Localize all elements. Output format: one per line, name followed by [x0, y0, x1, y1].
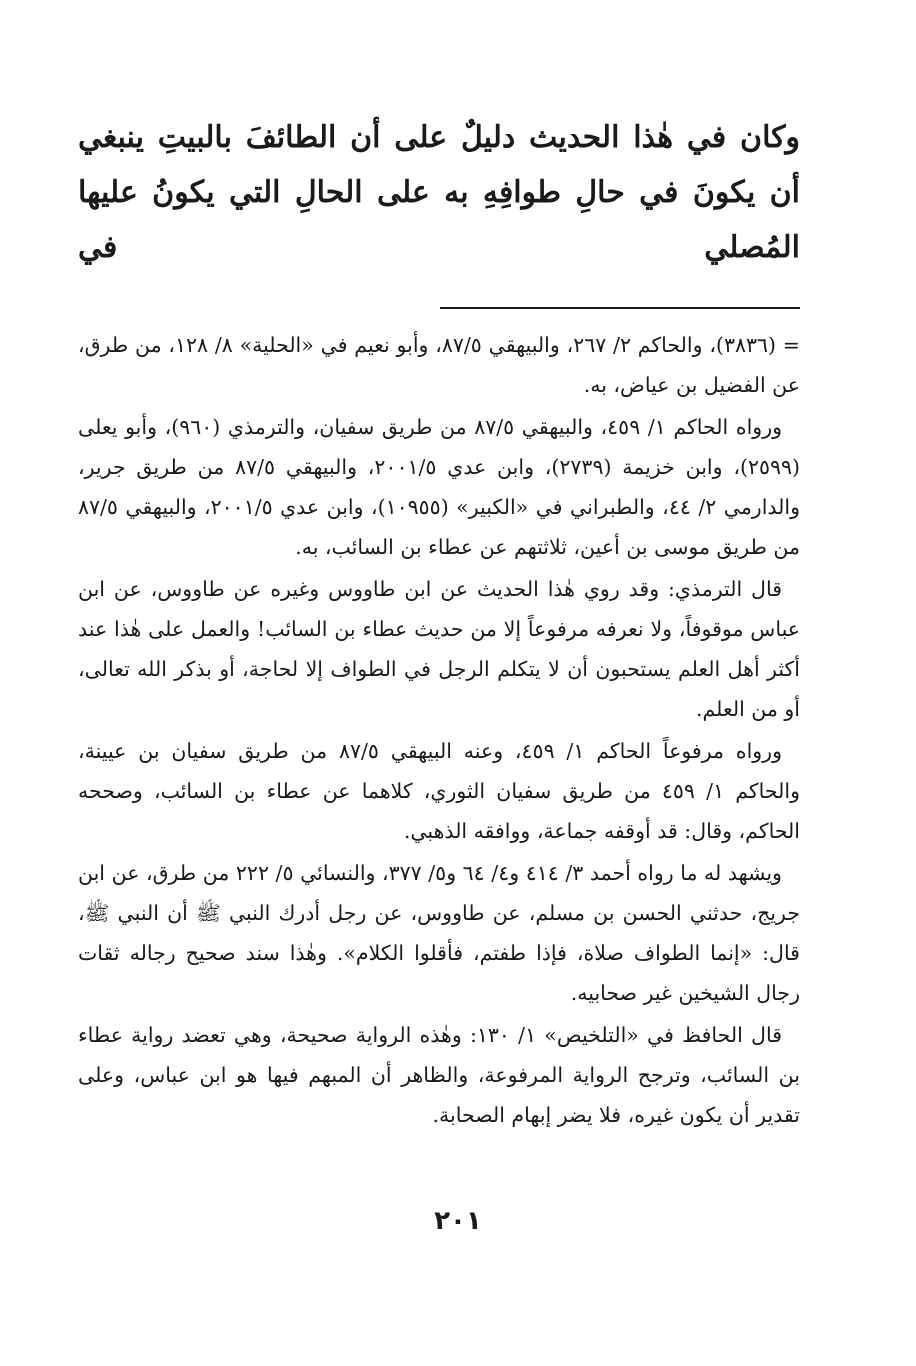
footnote-paragraph: ورواه الحاكم ١/ ٤٥٩، والبيهقي ٨٧/٥ من طريق سفيان، والترمذي (٩٦٠)، وأبو يعلى (٢٥٩٩)، وابن خزيمة (٢٧٣٩)، وابن عدي ٢٠٠١/٥، والبيهقي ٨٧/٥ من طريق جرير، والدارمي ٢/ ٤٤، والطبراني في «الكبير» (١٠٩٥٥)، وابن عدي ٢٠٠١/٥، والبيهقي ٨٧/٥ من طريق موسى بن أعين، ثلاثتهم عن عطاء بن السائب، به.: [78, 415, 800, 559]
page-body: [78, 110, 800, 1137]
page-number: ٢٠١: [434, 1206, 482, 1236]
main-text: وكان في هٰذا الحديث دليلٌ على أن الطائفَ بالبيتِ ينبغي أن يكونَ في حالِ طوافِهِ به على الحالِ التي يكونُ عليها المُصلي في: [78, 120, 800, 265]
footnote-paragraph: = (٣٨٣٦)، والحاكم ٢/ ٢٦٧، والبيهقي ٨٧/٥، وأبو نعيم في «الحلية» ٨/ ١٢٨، من طرق، عن الفضيل بن عياض، به.: [78, 333, 800, 397]
footnote-paragraph: قال الحافظ في «التلخيص» ١/ ١٣٠: وهٰذه الرواية صحيحة، وهي تعضد رواية عطاء بن السائب، وترجح الرواية المرفوعة، والظاهر أن المبهم فيها هو ابن عباس، وعلى تقدير أن يكون غيره، فلا يضر إبهام الصحابة.: [78, 1023, 800, 1127]
footnote-paragraph: ويشهد له ما رواه أحمد ٣/ ٤١٤ و٤/ ٦٤ و٥/ ٣٧٧، والنسائي ٥/ ٢٢٢ من طرق، عن ابن جريج، حدثني الحسن بن مسلم، عن طاووس، عن رجل أدرك النبي ﷺ أن النبي ﷺ، قال: «إنما الطواف صلاة، فإذا طفتم، فأقلوا الكلام». وهٰذا سند صحيح رجاله ثقات رجال الشيخين غير صحابيه.: [78, 861, 800, 1005]
footnote-divider: [440, 307, 800, 309]
footnote-paragraph: قال الترمذي: وقد روي هٰذا الحديث عن ابن طاووس وغيره عن طاووس، عن ابن عباس موقوفاً، ولا نعرفه مرفوعاً إلا من حديث عطاء بن السائب! والعمل على هٰذا عند أكثر أهل العلم يستحبون أن لا يتكلم الرجل في الطواف إلا لحاجة، أو بذكر الله تعالى، أو من العلم.: [78, 577, 800, 721]
footnotes: [78, 325, 800, 1135]
footnote-paragraph: ورواه مرفوعاً الحاكم ١/ ٤٥٩، وعنه البيهقي ٨٧/٥ من طريق سفيان بن عيينة، والحاكم ١/ ٤٥٩ من طريق سفيان الثوري، كلاهما عن عطاء بن السائب، وصححه الحاكم، وقال: قد أوقفه جماعة، ووافقه الذهبي.: [78, 739, 800, 843]
